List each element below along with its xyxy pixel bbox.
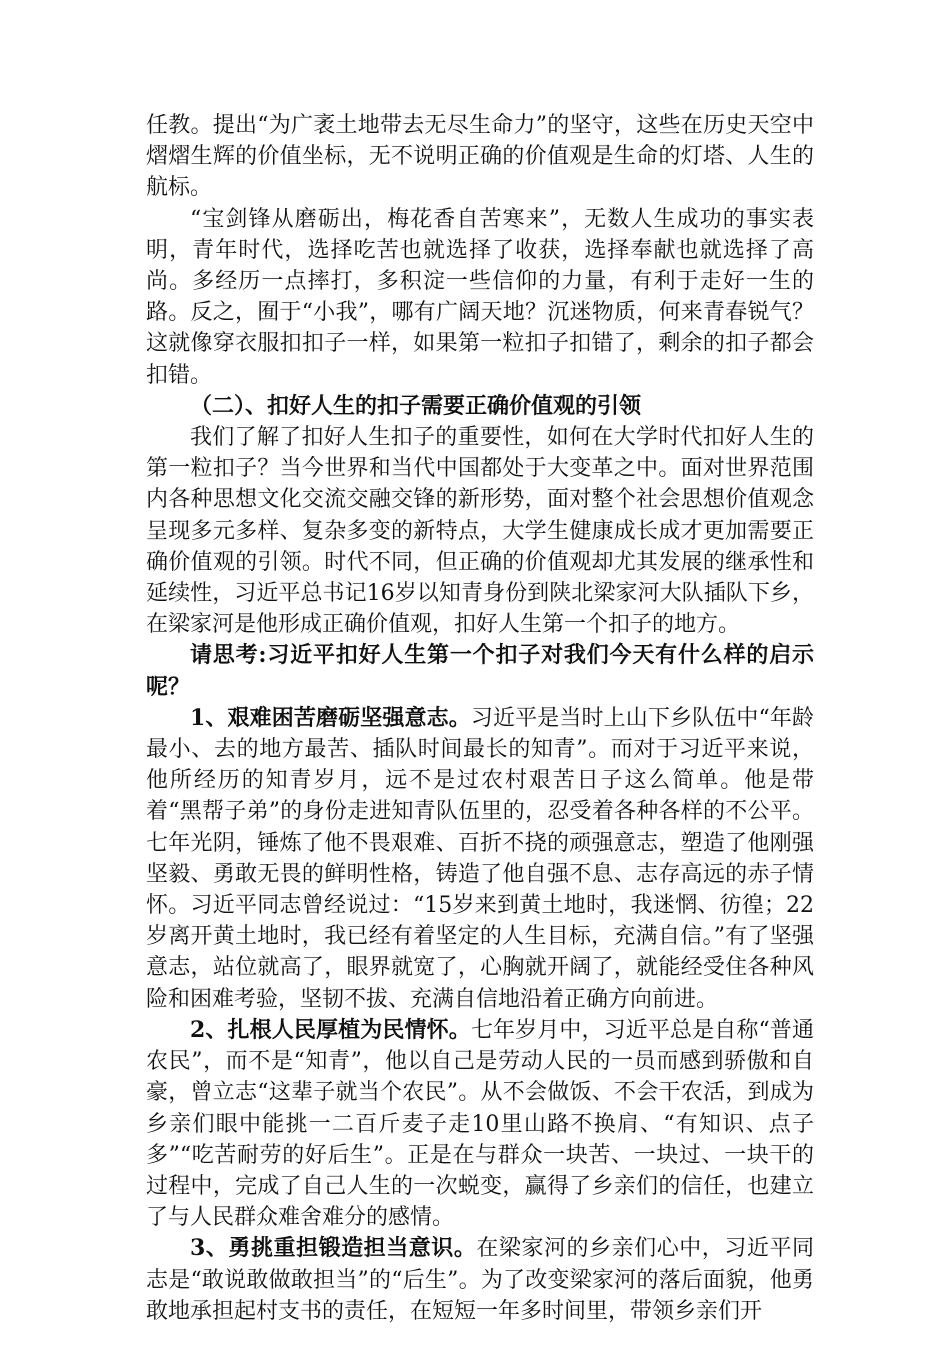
point-3-lead: 3、勇挑重担锻造担当意识。 (190, 1235, 477, 1262)
point-2-lead: 2、扎根人民厚植为民情怀。 (190, 1016, 471, 1043)
point-1-paragraph (146, 703, 814, 1015)
question-prompt: 请思考:习近平扣好人生第一个扣子对我们今天有什么样的启示呢？ (146, 642, 814, 700)
point-1-body: 习近平是当时上山下乡队伍中“年龄最小、去的地方最苦、插队时间最长的知青”。而对于习近平来说，他所经历的知青岁月，远不是过农村艰苦日子这么简单。他是带着“黑帮子弟”的身份走进知青队伍里的，忍受着各种各样的不公平。七年光阴，锤炼了他不畏艰难、百折不挠的顽强意志，塑造了他刚强坚毅、勇敢无畏的鲜明性格，铸造了他自强不息、志存高远的赤子情怀。习近平同志曾经说过：“15岁来到黄土地时，我迷惘、彷徨；22岁离开黄土地时，我已经有着坚定的人生目标，充满自信。”有了坚强意志，站位就高了，眼界就宽了，心胸就开阔了，就能经受住各种风险和困难考验，坚韧不拔、充满自信地沿着正确方向前进。 (146, 705, 814, 1012)
paragraph-value-beacon: 任教。提出“为广袤土地带去无尽生命力”的坚守，这些在历史天空中熠熠生辉的价值坐标，无不说明正确的价值观是生命的灯塔、人生的航标。 (146, 113, 814, 201)
paragraph-university-values: 我们了解了扣好人生扣子的重要性，如何在大学时代扣好人生的第一粒扣子？当今世界和当代中国都处于大变革之中。面对世界范围内各种思想文化交流交融交锋的新形势，面对整个社会思想价值观念呈现多元多样、复杂多变的新特点，大学生健康成长成才更加需要正确价值观的引领。时代不同，但正确的价值观却尤其发展的继承性和延续性，习近平总书记16岁以知青身份到陕北梁家河大队插队下乡，在梁家河是他形成正确价值观，扣好人生第一个扣子的地方。 (146, 425, 814, 638)
document-page (146, 110, 814, 1327)
paragraph-youth-hardship: “宝剑锋从磨砺出，梅花香自苦寒来”，无数人生成功的事实表明，青年时代，选择吃苦也就选择了收获，选择奉献也就选择了高尚。多经历一点摔打，多积淀一些信仰的力量，有利于走好一生的路。反之，囿于“小我”，哪有广阔天地？沉迷物质，何来青春锐气？这就像穿衣服扣扣子一样，如果第一粒扣子扣错了，剩余的扣子都会扣错。 (146, 206, 814, 388)
point-3-paragraph (146, 1233, 814, 1327)
point-3-body: 在梁家河的乡亲们心中，习近平同志是“敢说敢做敢担当”的“后生”。为了改变梁家河的落后面貌，他勇敢地承担起村支书的责任，在短短一年多时间里，带领乡亲们开 (146, 1236, 814, 1324)
point-2-paragraph (146, 1015, 814, 1233)
point-1-lead: 1、艰难困苦磨砺坚强意志。 (190, 704, 471, 731)
point-2-body: 七年岁月中，习近平总是自称“普通农民”，而不是“知青”，他以自己是劳动人民的一员而感到骄傲和自豪，曾立志“这辈子就当个农民”。从不会做饭、不会干农活，到成为乡亲们眼中能挑一二百斤麦子走10里山路不换肩、“有知识、点子多”“吃苦耐劳的好后生”。正是在与群众一块苦、一块过、一块干的过程中，完成了自己人生的一次蜕变，赢得了乡亲们的信任，也建立了与人民群众难舍难分的感情。 (146, 1017, 814, 1231)
section-heading-values: （二）、扣好人生的扣子需要正确价值观的引领 (190, 392, 642, 419)
